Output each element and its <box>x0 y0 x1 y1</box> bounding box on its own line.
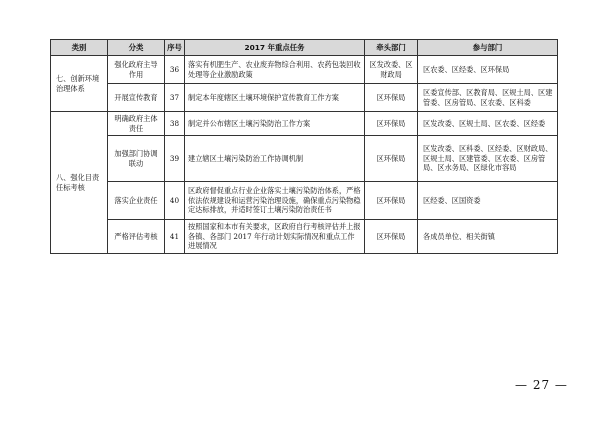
number-cell: 38 <box>165 112 185 136</box>
lead-dept-cell: 区环保局 <box>365 182 418 220</box>
subcategory-cell: 明确政府主体责任 <box>108 112 165 136</box>
task-cell: 制定并公布辖区土壤污染防治工作方案 <box>185 112 365 136</box>
participating-depts-cell: 区发改委、区科委、区经委、区财政局、区规土局、区建管委、区农委、区房管局、区水务局、区绿化市容局 <box>418 136 558 182</box>
table-row <box>51 220 558 254</box>
table-header-row <box>51 40 558 56</box>
number-cell: 40 <box>165 182 185 220</box>
lead-dept-cell: 区环保局 <box>365 84 418 112</box>
task-cell: 按照国家和本市有关要求，区政府自行考核评估并上报各镇、各部门 2017 年行动计划实际情况和重点工作进展情况 <box>185 220 365 254</box>
number-cell: 37 <box>165 84 185 112</box>
header-participating-depts: 参与部门 <box>418 40 558 56</box>
subcategory-cell: 加强部门协调联动 <box>108 136 165 182</box>
subcategory-cell: 开展宣传教育 <box>108 84 165 112</box>
task-cell: 制定本年度辖区土壤环境保护宣传教育工作方案 <box>185 84 365 112</box>
category-cell: 八、强化目责任标考核 <box>51 112 108 254</box>
number-cell: 41 <box>165 220 185 254</box>
participating-depts-cell: 区发改委、区规土局、区农委、区经委 <box>418 112 558 136</box>
table-row <box>51 182 558 220</box>
header-task: 2017 年重点任务 <box>185 40 365 56</box>
lead-dept-cell: 区环保局 <box>365 112 418 136</box>
number-cell: 39 <box>165 136 185 182</box>
page-number: — 27 — <box>515 378 568 392</box>
header-subcategory: 分类 <box>108 40 165 56</box>
participating-depts-cell: 区经委、区国资委 <box>418 182 558 220</box>
header-number: 序号 <box>165 40 185 56</box>
number-cell: 36 <box>165 56 185 84</box>
participating-depts-cell: 区委宣传部、区教育局、区规土局、区建管委、区房管局、区农委、区科委 <box>418 84 558 112</box>
table-row <box>51 112 558 136</box>
table-row <box>51 56 558 84</box>
lead-dept-cell: 区发改委、区财政局 <box>365 56 418 84</box>
subcategory-cell: 落实企业责任 <box>108 182 165 220</box>
participating-depts-cell: 各成员单位、相关街镇 <box>418 220 558 254</box>
header-lead-dept: 牵头部门 <box>365 40 418 56</box>
table-row <box>51 84 558 112</box>
task-cell: 建立辖区土壤污染防治工作协调机制 <box>185 136 365 182</box>
lead-dept-cell: 区环保局 <box>365 220 418 254</box>
participating-depts-cell: 区农委、区经委、区环保局 <box>418 56 558 84</box>
subcategory-cell: 强化政府主导作用 <box>108 56 165 84</box>
task-cell: 落实有机肥生产、农业废弃物综合利用、农药包装回收处理等企业激励政策 <box>185 56 365 84</box>
subcategory-cell: 严格评估考核 <box>108 220 165 254</box>
table-row <box>51 136 558 182</box>
task-cell: 区政府督促重点行业企业落实土壤污染防治体系，严格依法依规建设和运营污染治理设施，确保重点污染物稳定达标排放，并适时签订土壤污染防治责任书 <box>185 182 365 220</box>
task-table <box>50 39 558 254</box>
category-cell: 七、创新环境治理体系 <box>51 56 108 112</box>
header-category: 类别 <box>51 40 108 56</box>
lead-dept-cell: 区环保局 <box>365 136 418 182</box>
